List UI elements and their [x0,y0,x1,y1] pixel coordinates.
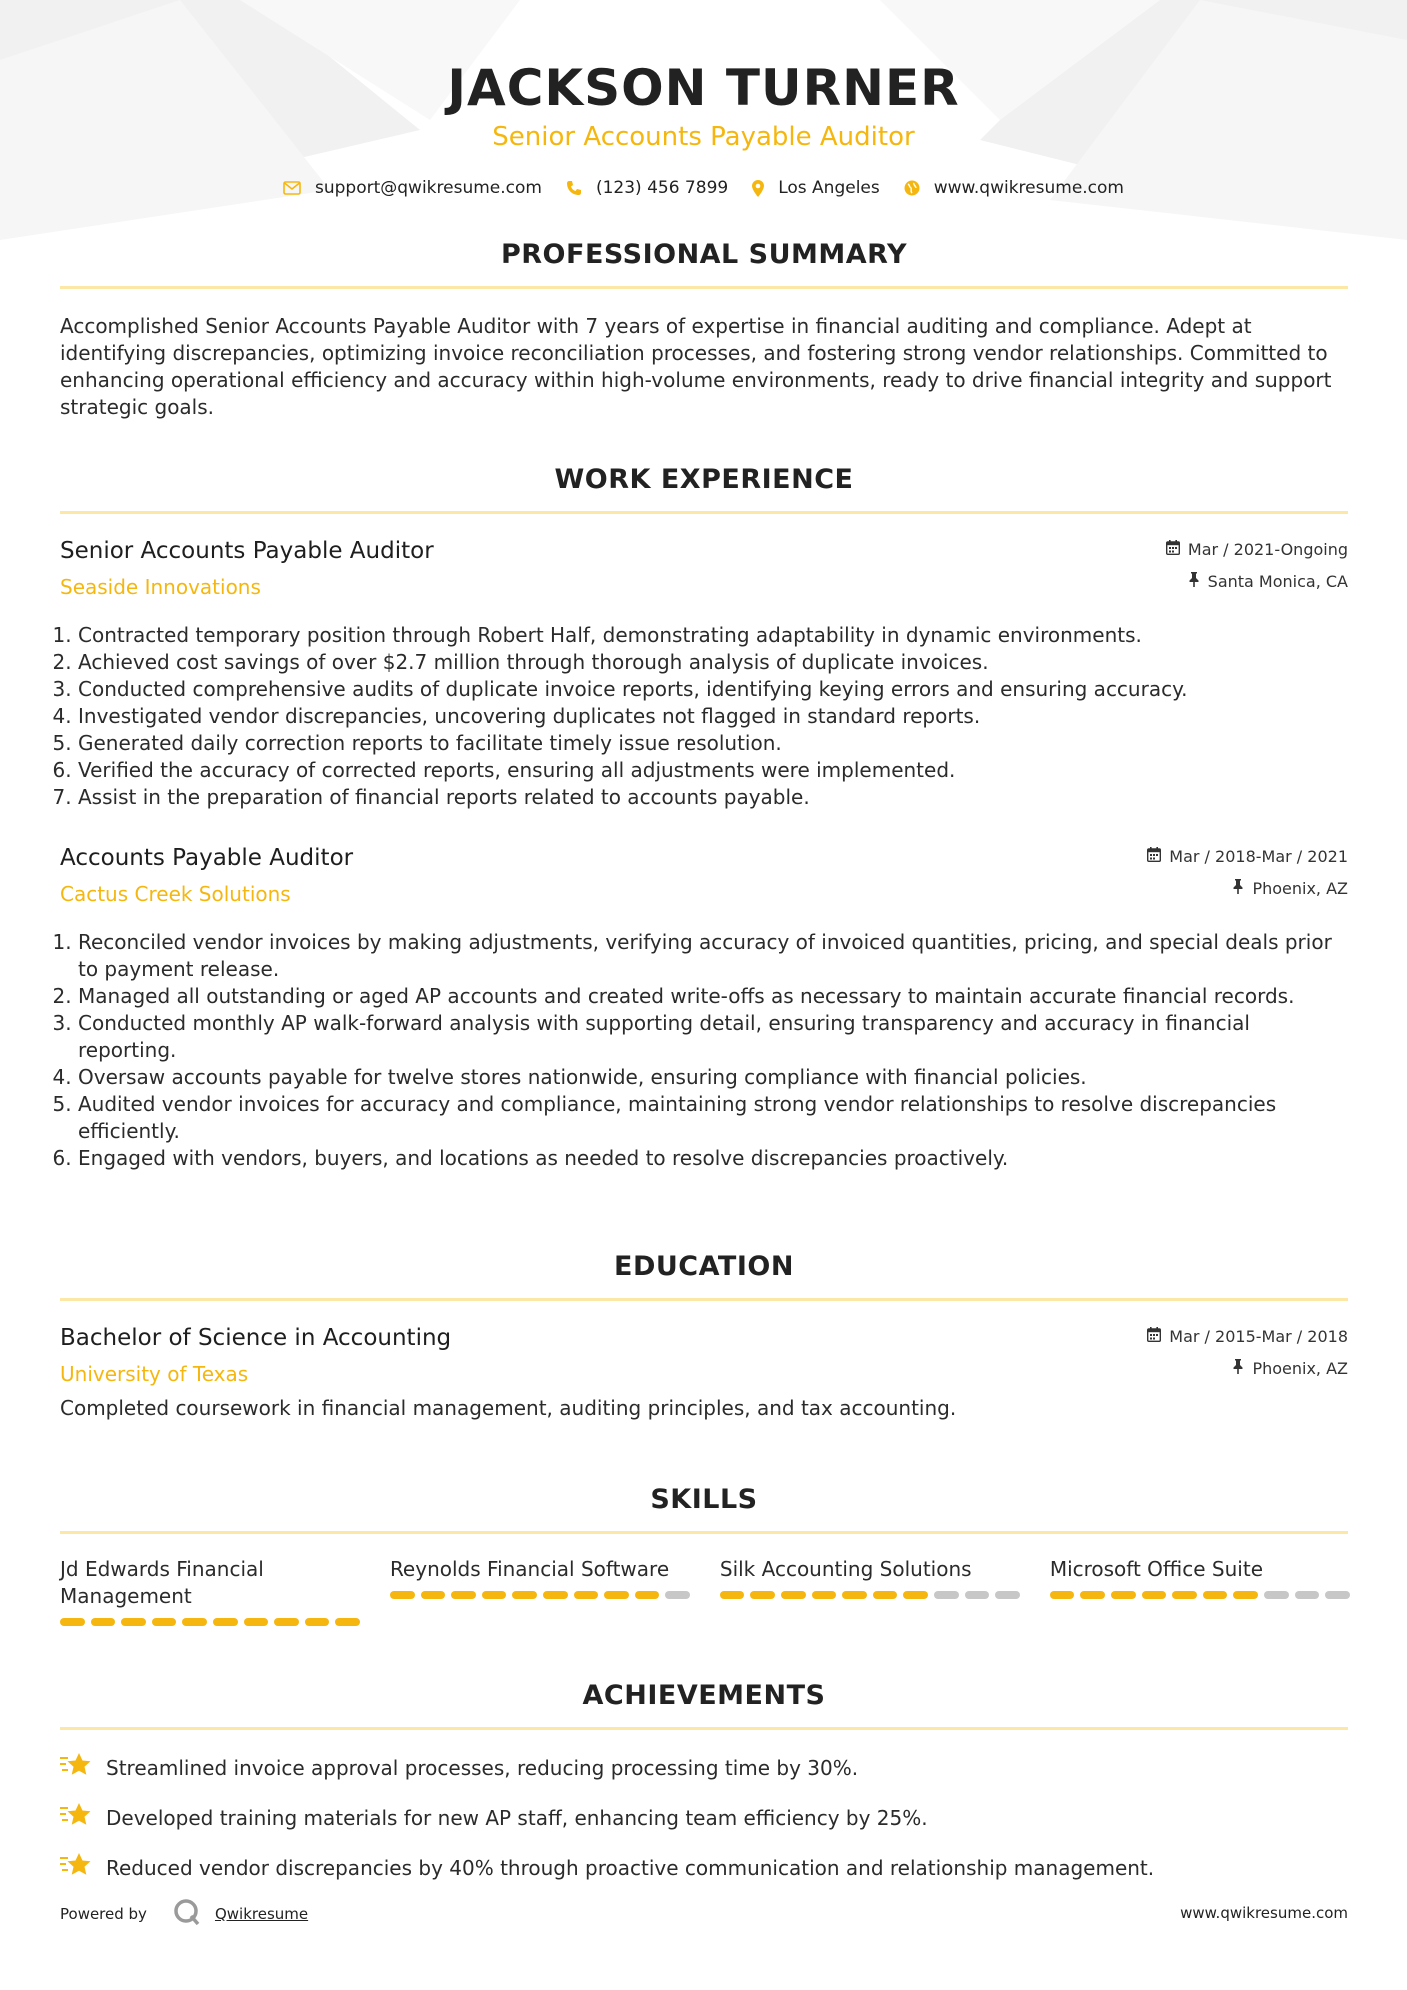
job-location [1188,572,1348,591]
education-heading: EDUCATION [614,1251,794,1282]
skill-dot-filled [1050,1591,1075,1599]
achievement-item [60,1852,1348,1885]
education-dates [1147,1327,1348,1346]
duty-item: 5. Audited vendor invoices for accuracy and compliance, maintaining strong vendor relationships to resolve discrepancies efficiently. [78,1091,1348,1145]
skill-dot-filled [781,1591,806,1599]
contact-phone[interactable] [566,178,728,198]
job-company: Seaside Innovations [60,575,261,599]
powered-by [60,1898,1348,1930]
skill-name: Reynolds Financial Software [389,1557,670,1581]
skill-dot-filled [842,1591,867,1599]
skill-dot-empty [1264,1591,1289,1599]
duty-item: 6. Engaged with vendors, buyers, and locations as needed to resolve discrepancies proactively. [78,1145,1348,1172]
skill-dot-filled [1233,1591,1258,1599]
skill-dot-filled [903,1591,928,1599]
calendar-icon [1147,1327,1161,1346]
skill-dot-empty [995,1591,1020,1599]
resume-header [0,0,1407,198]
achievements-list [60,1752,1348,1885]
skill-dot-filled [1080,1591,1105,1599]
calendar-icon [1147,847,1161,866]
education-section [60,1250,1348,1422]
contact-location-text: Los Angeles [778,178,880,198]
page-footer [60,1898,1348,1930]
skill-dot-filled [604,1591,629,1599]
skill-dot-filled [182,1618,207,1626]
duty-item: 7. Assist in the preparation of financial reports related to accounts payable. [78,784,1348,811]
job-title: Accounts Payable Auditor [60,845,354,871]
skill-rating [60,1618,360,1626]
skills-section [60,1483,1348,1626]
contact-website[interactable] [904,178,1124,198]
envelope-icon [283,181,301,195]
duty-item: 3. Conducted comprehensive audits of duplicate invoice reports, identifying keying errors and ensuring accuracy. [78,676,1348,703]
skill-dot-filled [1111,1591,1136,1599]
skill-dot-filled [213,1618,238,1626]
contact-email[interactable] [283,178,542,198]
skill-dot-filled [305,1618,330,1626]
duty-item: 2. Managed all outstanding or aged AP accounts and created write-offs as necessary to maintain accurate financial records. [78,983,1348,1010]
job-title: Senior Accounts Payable Auditor [60,538,434,564]
job-company: Cactus Creek Solutions [60,882,291,906]
star-icon [60,1852,92,1885]
summary-section [60,238,1348,421]
summary-heading: PROFESSIONAL SUMMARY [500,239,908,270]
education-entry [60,1323,1348,1422]
skill-rating [390,1591,690,1599]
education-location [1232,1359,1348,1378]
duty-item: 2. Achieved cost savings of over $2.7 million through thorough analysis of duplicate invoices. [78,649,1348,676]
pushpin-icon [1232,1359,1244,1378]
contact-phone-text: (123) 456 7899 [595,178,729,198]
candidate-role: Senior Accounts Payable Auditor [492,122,915,152]
skill-dot-filled [635,1591,660,1599]
skill-item [60,1556,360,1626]
achievement-item [60,1802,1348,1835]
duty-item: 6. Verified the accuracy of corrected reports, ensuring all adjustments were implemented. [78,757,1348,784]
skill-dot-empty [1325,1591,1350,1599]
skill-item [1050,1556,1350,1626]
qwikresume-link[interactable]: Qwikresume [214,1905,309,1923]
experience-section [60,463,1348,1172]
skill-dot-filled [335,1618,360,1626]
skill-dot-filled [60,1618,85,1626]
skill-name: Jd Edwards Financial Management [60,1557,264,1608]
skill-dot-filled [1203,1591,1228,1599]
skill-dot-filled [720,1591,745,1599]
summary-text: Accomplished Senior Accounts Payable Auditor with 7 years of expertise in financial auditing and compliance. Adept at identifying discrepancies, optimizing invoice reconciliation processes, and fostering strong vendor relationships. Committed to enhancing operational efficiency and accuracy within high-volume environments, ready to drive financial integrity and support strategic goals. [60,314,1332,419]
duty-item: 1. Contracted temporary position through Robert Half, demonstrating adaptability in dynamic environments. [78,622,1348,649]
calendar-icon [1166,540,1180,559]
experience-heading: WORK EXPERIENCE [554,464,854,495]
achievements-section [60,1679,1348,1885]
skill-dot-filled [812,1591,837,1599]
duty-item: 3. Conducted monthly AP walk-forward analysis with supporting detail, ensuring transparency and accuracy in financial reporting. [78,1010,1348,1064]
skill-rating [720,1591,1020,1599]
skill-dot-filled [873,1591,898,1599]
skill-dot-filled [274,1618,299,1626]
achievement-text: Streamlined invoice approval processes, reducing processing time by 30%. [106,1756,859,1780]
pushpin-icon [1188,572,1200,591]
skill-dot-empty [965,1591,990,1599]
skill-dot-filled [512,1591,537,1599]
skill-dot-filled [421,1591,446,1599]
job-entry [60,536,1348,811]
section-divider [60,1531,1348,1534]
contact-location [752,178,880,198]
school-name: University of Texas [60,1362,249,1386]
achievement-item [60,1752,1348,1785]
education-dates-text: Mar / 2015-Mar / 2018 [1169,1327,1348,1346]
star-icon [60,1752,92,1785]
section-divider [60,511,1348,514]
skill-dot-filled [543,1591,568,1599]
skill-name: Microsoft Office Suite [1049,1557,1263,1581]
skill-dot-filled [750,1591,775,1599]
location-pin-icon [752,180,764,197]
section-divider [60,1727,1348,1730]
candidate-name: JACKSON TURNER [447,59,960,117]
duty-item: 5. Generated daily correction reports to facilitate timely issue resolution. [78,730,1348,757]
skill-dot-filled [91,1618,116,1626]
education-description: Completed coursework in financial management, auditing principles, and tax accounting. [60,1396,957,1420]
job-dates [1147,847,1348,866]
achievements-heading: ACHIEVEMENTS [582,1680,826,1711]
globe-icon [904,180,920,196]
skills-heading: SKILLS [650,1484,758,1515]
skill-item [720,1556,1020,1626]
powered-by-label: Powered by [60,1905,147,1923]
skill-dot-filled [1172,1591,1197,1599]
duty-item: 1. Reconciled vendor invoices by making adjustments, verifying accuracy of invoiced quantities, pricing, and special deals prior to payment release. [78,929,1348,983]
contact-email-text: support@qwikresume.com [315,178,542,198]
degree-title: Bachelor of Science in Accounting [60,1325,452,1351]
skill-dot-empty [665,1591,690,1599]
education-location-text: Phoenix, AZ [1252,1359,1348,1378]
section-divider [60,1298,1348,1301]
job-location-text: Phoenix, AZ [1252,879,1348,898]
skill-dot-filled [482,1591,507,1599]
star-icon [60,1802,92,1835]
skill-rating [1050,1591,1350,1599]
skill-dot-empty [934,1591,959,1599]
job-duties-list [60,622,1348,811]
duty-item: 4. Oversaw accounts payable for twelve stores nationwide, ensuring compliance with financial policies. [78,1064,1348,1091]
skill-item [390,1556,690,1626]
job-location-text: Santa Monica, CA [1207,572,1348,591]
skill-dot-empty [1295,1591,1320,1599]
achievement-text: Developed training materials for new AP staff, enhancing team efficiency by 25%. [106,1806,928,1830]
job-location [1232,879,1348,898]
qwikresume-logo-icon [173,1898,201,1930]
achievement-text: Reduced vendor discrepancies by 40% through proactive communication and relationship management. [106,1856,1155,1880]
job-dates-text: Mar / 2021-Ongoing [1187,540,1348,559]
job-duties-list [60,929,1348,1172]
contact-bar [0,178,1407,198]
job-dates-text: Mar / 2018-Mar / 2021 [1169,847,1348,866]
phone-icon [566,180,582,196]
skill-dot-filled [121,1618,146,1626]
skill-name: Silk Accounting Solutions [719,1557,972,1581]
footer-website[interactable]: www.qwikresume.com [1180,1904,1348,1922]
contact-website-text: www.qwikresume.com [933,178,1124,198]
section-divider [60,286,1348,289]
job-entry [60,843,1348,1172]
skill-dot-filled [1142,1591,1167,1599]
skill-dot-filled [244,1618,269,1626]
skill-dot-filled [451,1591,476,1599]
skill-dot-filled [574,1591,599,1599]
pushpin-icon [1232,879,1244,898]
skill-dot-filled [152,1618,177,1626]
duty-item: 4. Investigated vendor discrepancies, uncovering duplicates not flagged in standard reports. [78,703,1348,730]
skills-list [60,1556,1348,1626]
job-dates [1166,540,1348,559]
skill-dot-filled [390,1591,415,1599]
